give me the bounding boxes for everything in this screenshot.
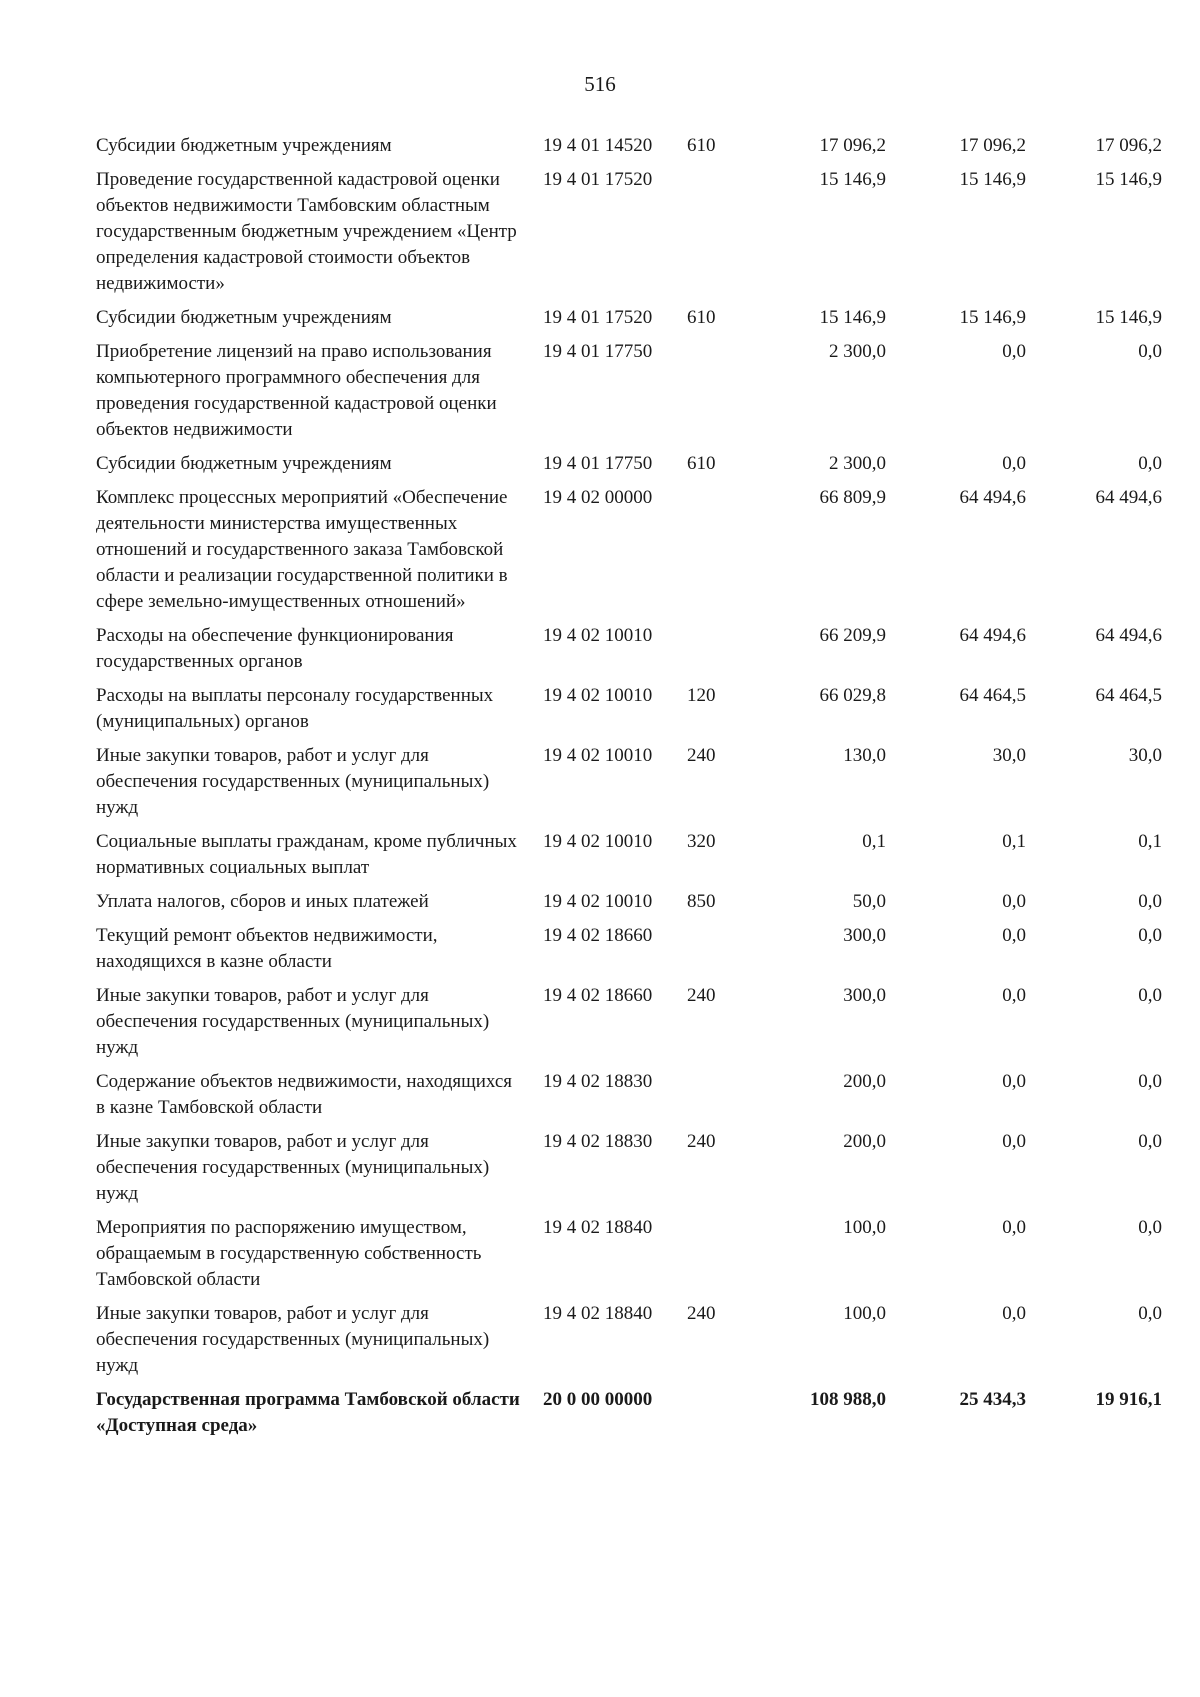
- row-value-3-cell: 0,0: [1138, 453, 1162, 474]
- row-name-cell: Иные закупки товаров, работ и услуг для обеспечения государственных (муниципальных) нужд: [96, 985, 490, 1058]
- row-name-cell: Иные закупки товаров, работ и услуг для обеспечения государственных (муниципальных) нужд: [96, 745, 490, 818]
- row-code-cell: 19 4 02 18840: [543, 1217, 653, 1238]
- row-value-1-cell: 100,0: [843, 1303, 886, 1324]
- table-row: [96, 485, 1162, 623]
- row-name-cell: Уплата налогов, сборов и иных платежей: [96, 891, 429, 912]
- row-value-2-cell: 15 146,9: [959, 169, 1026, 190]
- row-value-1-cell: 300,0: [843, 985, 886, 1006]
- row-value-1-cell: 200,0: [843, 1071, 886, 1092]
- row-code-cell: 19 4 02 18840: [543, 1303, 653, 1324]
- table-row: [96, 1301, 1162, 1387]
- row-code-cell: 19 4 02 18660: [543, 925, 653, 946]
- row-type-cell: [687, 167, 751, 305]
- row-type-cell: [687, 1215, 751, 1301]
- table-row: [96, 743, 1162, 829]
- row-value-3-cell: 64 464,5: [1095, 685, 1162, 706]
- row-value-3-cell: 0,0: [1138, 1303, 1162, 1324]
- row-code-cell: 19 4 02 10010: [543, 685, 653, 706]
- row-type-cell: [687, 1069, 751, 1129]
- row-code-cell: 19 4 02 10010: [543, 625, 653, 646]
- table-body: [96, 133, 1162, 1447]
- row-value-3-cell: 0,0: [1138, 1071, 1162, 1092]
- row-type-cell: 240: [687, 1131, 716, 1152]
- row-value-2-cell: 64 494,6: [959, 625, 1026, 646]
- row-value-2-cell: 0,0: [1002, 925, 1026, 946]
- row-value-1-cell: 100,0: [843, 1217, 886, 1238]
- row-value-2-cell: 0,0: [1002, 1217, 1026, 1238]
- table-row: [96, 1129, 1162, 1215]
- row-value-3-cell: 0,1: [1138, 831, 1162, 852]
- row-name-cell: Социальные выплаты гражданам, кроме публичных нормативных социальных выплат: [96, 831, 517, 878]
- table-row: [96, 1069, 1162, 1129]
- table-row: [96, 133, 1162, 167]
- row-value-3-cell: 0,0: [1138, 1131, 1162, 1152]
- row-type-cell: 320: [687, 831, 716, 852]
- row-name-cell: Текущий ремонт объектов недвижимости, находящихся в казне области: [96, 925, 438, 972]
- row-value-2-cell: 25 434,3: [959, 1389, 1026, 1410]
- row-value-2-cell: 15 146,9: [959, 307, 1026, 328]
- row-value-1-cell: 2 300,0: [829, 453, 886, 474]
- row-value-1-cell: 15 146,9: [819, 307, 886, 328]
- row-value-2-cell: 0,1: [1002, 831, 1026, 852]
- row-value-3-cell: 0,0: [1138, 925, 1162, 946]
- row-code-cell: 19 4 02 18830: [543, 1131, 653, 1152]
- table-row: [96, 305, 1162, 339]
- row-type-cell: [687, 623, 751, 683]
- row-code-cell: 19 4 01 14520: [543, 135, 653, 156]
- row-value-2-cell: 0,0: [1002, 985, 1026, 1006]
- table-row: [96, 923, 1162, 983]
- row-value-2-cell: 0,0: [1002, 1071, 1026, 1092]
- row-code-cell: 19 4 02 00000: [543, 487, 653, 508]
- row-value-3-cell: 15 146,9: [1095, 307, 1162, 328]
- row-code-cell: 19 4 01 17520: [543, 169, 653, 190]
- table-row: [96, 1387, 1162, 1447]
- row-name-cell: Государственная программа Тамбовской области «Доступная среда»: [96, 1389, 520, 1436]
- row-type-cell: 240: [687, 745, 716, 766]
- row-value-2-cell: 0,0: [1002, 1131, 1026, 1152]
- row-code-cell: 20 0 00 00000: [543, 1389, 653, 1410]
- table-row: [96, 167, 1162, 305]
- row-value-2-cell: 30,0: [992, 745, 1026, 766]
- row-value-1-cell: 108 988,0: [810, 1389, 886, 1410]
- row-code-cell: 19 4 02 18660: [543, 985, 653, 1006]
- row-value-2-cell: 64 464,5: [959, 685, 1026, 706]
- row-name-cell: Комплекс процессных мероприятий «Обеспечение деятельности министерства имущественных отношений и государственного заказа Тамбовской области и реализации государственной политики в сфере земельно-имущественных отношений»: [96, 487, 508, 612]
- row-type-cell: 610: [687, 307, 716, 328]
- row-value-3-cell: 0,0: [1138, 1217, 1162, 1238]
- row-value-1-cell: 17 096,2: [819, 135, 886, 156]
- row-value-1-cell: 15 146,9: [819, 169, 886, 190]
- row-name-cell: Проведение государственной кадастровой оценки объектов недвижимости Тамбовским областным государственным бюджетным учреждением «Центр определения кадастровой стоимости объектов недвижимости»: [96, 169, 517, 294]
- row-code-cell: 19 4 02 10010: [543, 831, 653, 852]
- row-name-cell: Иные закупки товаров, работ и услуг для обеспечения государственных (муниципальных) нужд: [96, 1131, 490, 1204]
- row-name-cell: Расходы на обеспечение функционирования государственных органов: [96, 625, 454, 672]
- table-row: [96, 339, 1162, 451]
- row-code-cell: 19 4 02 10010: [543, 891, 653, 912]
- row-value-2-cell: 0,0: [1002, 891, 1026, 912]
- row-value-3-cell: 64 494,6: [1095, 625, 1162, 646]
- page-number: 516: [584, 72, 616, 96]
- row-name-cell: Субсидии бюджетным учреждениям: [96, 307, 392, 328]
- row-code-cell: 19 4 01 17520: [543, 307, 653, 328]
- row-type-cell: 610: [687, 135, 716, 156]
- row-value-3-cell: 17 096,2: [1095, 135, 1162, 156]
- row-name-cell: Содержание объектов недвижимости, находящихся в казне Тамбовской области: [96, 1071, 513, 1118]
- row-name-cell: Приобретение лицензий на право использования компьютерного программного обеспечения для проведения государственной кадастровой оценки объектов недвижимости: [96, 341, 497, 440]
- row-name-cell: Субсидии бюджетным учреждениям: [96, 453, 392, 474]
- row-value-1-cell: 66 029,8: [819, 685, 886, 706]
- row-value-1-cell: 66 209,9: [819, 625, 886, 646]
- row-type-cell: 240: [687, 985, 716, 1006]
- row-type-cell: 610: [687, 453, 716, 474]
- row-value-1-cell: 50,0: [852, 891, 886, 912]
- row-value-3-cell: 0,0: [1138, 985, 1162, 1006]
- row-value-1-cell: 66 809,9: [819, 487, 886, 508]
- budget-table: [96, 133, 1162, 1447]
- row-value-3-cell: 0,0: [1138, 891, 1162, 912]
- table-row: [96, 983, 1162, 1069]
- row-code-cell: 19 4 01 17750: [543, 341, 653, 362]
- row-value-3-cell: 30,0: [1128, 745, 1162, 766]
- table-row: [96, 889, 1162, 923]
- table-row: [96, 683, 1162, 743]
- row-value-1-cell: 0,1: [862, 831, 886, 852]
- row-type-cell: 850: [687, 891, 716, 912]
- row-value-3-cell: 15 146,9: [1095, 169, 1162, 190]
- row-value-3-cell: 0,0: [1138, 341, 1162, 362]
- row-name-cell: Расходы на выплаты персоналу государственных (муниципальных) органов: [96, 685, 494, 732]
- row-value-1-cell: 2 300,0: [829, 341, 886, 362]
- row-type-cell: [687, 1387, 751, 1447]
- row-name-cell: Иные закупки товаров, работ и услуг для обеспечения государственных (муниципальных) нужд: [96, 1303, 490, 1376]
- row-type-cell: 120: [687, 685, 716, 706]
- row-type-cell: [687, 923, 751, 983]
- row-code-cell: 19 4 02 10010: [543, 745, 653, 766]
- row-code-cell: 19 4 02 18830: [543, 1071, 653, 1092]
- table-row: [96, 451, 1162, 485]
- row-value-1-cell: 200,0: [843, 1131, 886, 1152]
- row-value-3-cell: 19 916,1: [1095, 1389, 1162, 1410]
- row-type-cell: [687, 485, 751, 623]
- row-type-cell: 240: [687, 1303, 716, 1324]
- row-value-2-cell: 17 096,2: [959, 135, 1026, 156]
- table-row: [96, 623, 1162, 683]
- row-value-1-cell: 130,0: [843, 745, 886, 766]
- row-value-3-cell: 64 494,6: [1095, 487, 1162, 508]
- table-row: [96, 1215, 1162, 1301]
- row-value-2-cell: 0,0: [1002, 453, 1026, 474]
- row-code-cell: 19 4 01 17750: [543, 453, 653, 474]
- row-name-cell: Субсидии бюджетным учреждениям: [96, 135, 392, 156]
- row-name-cell: Мероприятия по распоряжению имуществом, обращаемым в государственную собственность Тамбовской области: [96, 1217, 482, 1290]
- row-value-2-cell: 64 494,6: [959, 487, 1026, 508]
- row-type-cell: [687, 339, 751, 451]
- table-row: [96, 829, 1162, 889]
- row-value-2-cell: 0,0: [1002, 341, 1026, 362]
- row-value-2-cell: 0,0: [1002, 1303, 1026, 1324]
- row-value-1-cell: 300,0: [843, 925, 886, 946]
